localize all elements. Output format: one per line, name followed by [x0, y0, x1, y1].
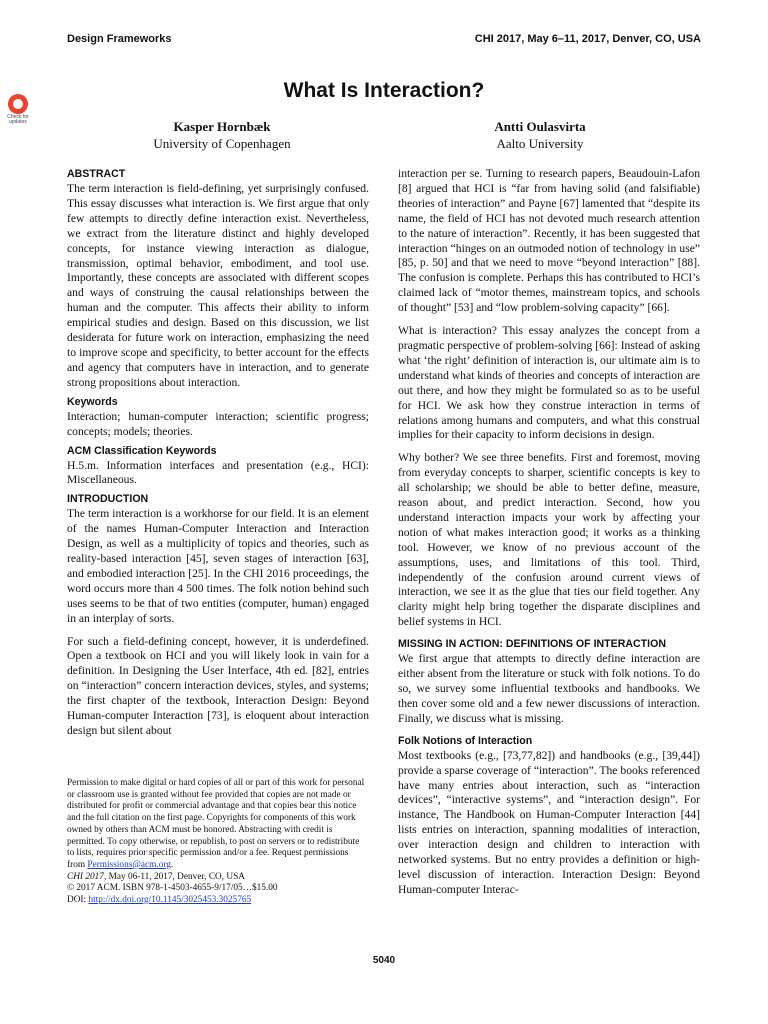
right-paragraph-4: We first argue that attempts to directly define interaction are either absent from the literature or stuck with folk notions. To do so, we survey some influential textbooks and handbooks. We then cover some old and a few newer discussions of interaction. Finally, we discuss what is missing. [398, 652, 700, 725]
running-header-left: Design Frameworks [67, 33, 172, 45]
missing-in-action-heading: MISSING IN ACTION: DEFINITIONS OF INTERACTION [398, 638, 666, 651]
right-paragraph-1: interaction per se. Turning to research papers, Beaudouin-Lafon [8] argued that HCI is “far from having solid (and falsifiable) theories of interaction” and Payne [67] lamented that “despite its name, the field of HCI has not devoted much research attention to the nature of interaction”. Recently, it has been suggested that interaction “hinges on an outmoded notion of technology in use” [85, p. 50] and that we need to move “beyond interaction” [88]. The confusion is complete. Perhaps this has contributed to HCI’s claimed lack of “motor themes, mainstream topics, and schools of thought” [53] and “low problem-solving capacity” [66]. [398, 167, 700, 315]
author-1 [107, 118, 337, 152]
paper-title: What Is Interaction? [283, 79, 485, 102]
period: . [170, 859, 174, 870]
author-2 [425, 118, 655, 152]
author-affiliation: University of Copenhagen [153, 136, 291, 151]
keywords-heading: Keywords [67, 395, 118, 408]
right-paragraph-3: Why bother? We see three benefits. First and foremost, moving from everyday concepts to sharper, scientific concepts is key to all scholarship; we should be able to better define, measure, reason about, and predict interaction. Second, how you understand interaction impacts your work by affecting your notion of what makes interaction good; it works as a thinking tool. However, we know of no previous account of the assumptions, uses, and limitations of this tool. Third, independently of the confusion around current views of interaction, we see it as the glue that ties our field together. Any clarity might help bring together the disparate disciplines and belief systems in HCI. [398, 451, 700, 629]
doi-link[interactable]: http://dx.doi.org/10.1145/3025453.3025765 [88, 895, 252, 906]
right-paragraph-2: What is interaction? This essay analyzes the concept from a pragmatic perspective of problem-solving [66]: Instead of asking what ‘the right’ definition of interaction is, our ultimate aim is to understand what kinds of theories and concepts of interaction are out there, and how they might be formulated so as to be useful for HCI. We ask how they construe interaction in terms of relations among humans and computers, and what this construal implies for their capacity to inform decisions in design. [398, 324, 700, 442]
venue-details: , May 06-11, 2017, Denver, CO, USA [103, 871, 245, 882]
abstract-text: The term interaction is field-defining, yet surprisingly confused. This essay discusses what interaction is. We first argue that only few attempts to directly define interaction exist. Nevertheless, we extract from the literature distinct and highly developed concepts, for instance viewing interaction as dialogue, transmission, optimal behavior, embodiment, and tool use. Importantly, these concepts are associated with different scopes and ways of construing the causal relationships between the human and the computer. This affects their ability to inform empirical studies and design. Based on this discussion, we list desiderata for future work on interaction, emphasizing the need to improve scope and specificity, to better account for the effects and agency that computers have in interaction, and to generate strong propositions about interaction. [67, 182, 369, 389]
permissions-email-link[interactable]: Permissions@acm.org [87, 859, 171, 870]
intro-paragraph-1: The term interaction is a workhorse for our field. It is an element of the names Human-Computer Interaction and Interaction Design, as well as a multiplicity of topics and theories, such as reality-based interaction [45], seven stages of interaction [63], and embodied interaction [25]. In the CHI 2016 proceedings, the word occurs more than 4 500 times. The folk notion behind such uses seems to be that of two entities (computer, human) engaged in an interplay of sorts. [67, 507, 369, 625]
introduction-heading: INTRODUCTION [67, 493, 149, 506]
right-paragraph-5: Most textbooks (e.g., [73,77,82]) and handbooks (e.g., [39,44]) provide a sparse coverage of “interaction”. The books referenced have many entries about interaction, such as “interaction devices”, “interactive systems”, and “interaction design”. For instance, The Handbook on Human-Computer Interaction [44] lists entries on interaction, spanning modalities of interaction, over interaction design and children to interaction with networked systems. But no entry provides a definition or high-level discussion of interaction. Interaction Design: Beyond Human-computer Interac- [398, 748, 700, 896]
abstract-heading: ABSTRACT [67, 168, 126, 180]
permission-notice [67, 778, 367, 907]
left-column [67, 165, 369, 747]
acm-classification-text: H.5.m. Information interfaces and presentation (e.g., HCI): Miscellaneous. [67, 458, 369, 487]
doi-label: DOI: [67, 895, 87, 906]
page-number: 5040 [372, 955, 396, 966]
venue-name: CHI 2017 [67, 871, 104, 882]
badge-label: Check for updates [7, 114, 29, 125]
intro-paragraph-2: For such a field-defining concept, however, it is underdefined. Open a textbook on HCI and you will likely look in vain for a definition. In Designing the User Interface, 4th ed. [82], entries on “interaction” concern interaction devices, styles, and systems; the first chapter of the textbook, Interaction Design: Beyond Human-computer Interaction [73], is eloquent about interaction design but silent about [67, 634, 369, 737]
acm-classification-heading: ACM Classification Keywords [67, 444, 217, 457]
right-column [398, 167, 700, 906]
copyright-line: © 2017 ACM. ISBN 978-1-4503-4655-9/17/05…$15.00 [67, 883, 278, 894]
running-header-right: CHI 2017, May 6–11, 2017, Denver, CO, USA [474, 33, 701, 45]
keywords-text: Interaction; human-computer interaction; scientific progress; concepts; models; theories. [67, 409, 369, 438]
permission-text: Permission to make digital or hard copies of all or part of this work for personal or classroom use is granted without fee provided that copies are not made or distributed for profit or commercial advantage and that copies bear this notice and the full citation on the first page. Copyrights for components of this work owned by others than ACM must be honored. Abstracting with credit is permitted. To copy otherwise, or republish, to post on servers or to redistribute to lists, requires prior specific permission and/or a fee. Request permissions from [67, 778, 365, 870]
author-name: Kasper Hornbæk [173, 119, 271, 134]
folk-notions-heading: Folk Notions of Interaction [398, 734, 533, 747]
author-affiliation: Aalto University [496, 136, 584, 151]
author-name: Antti Oulasvirta [494, 119, 586, 134]
